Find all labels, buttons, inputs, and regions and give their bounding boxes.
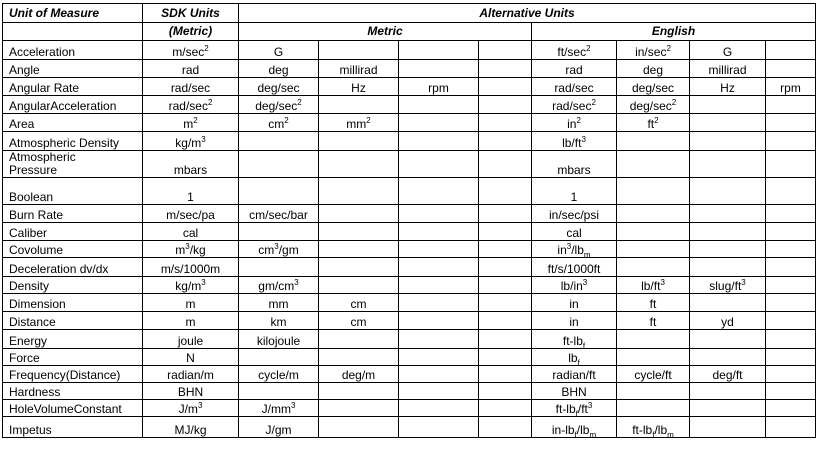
metric-unit-cell: rpm — [399, 78, 479, 96]
metric-unit-cell — [479, 383, 532, 400]
sdk-unit-cell: m/s/1000m — [143, 258, 239, 277]
metric-unit-cell — [399, 349, 479, 366]
metric-unit-cell: G — [239, 41, 319, 60]
sdk-unit-cell: $J/m^3$ — [143, 400, 239, 417]
metric-unit-cell — [319, 383, 399, 400]
metric-unit-cell: km — [239, 312, 319, 330]
english-unit-cell — [766, 277, 816, 294]
sdk-unit-cell: m/sec/pa — [143, 205, 239, 223]
table-row — [3, 114, 816, 132]
sdk-unit-cell: cal — [143, 223, 239, 241]
english-unit-cell — [617, 151, 690, 178]
metric-unit-cell — [399, 151, 479, 178]
english-unit-cell: $ft-lb_f$ — [532, 330, 617, 349]
sdk-unit-cell: $kg/m^3$ — [143, 277, 239, 294]
sdk-unit-cell: 1 — [143, 178, 239, 205]
metric-unit-cell: cm/sec/bar — [239, 205, 319, 223]
english-unit-cell — [617, 400, 690, 417]
metric-unit-cell — [479, 96, 532, 114]
unit-name-cell: Burn Rate — [3, 205, 143, 223]
english-unit-cell: millirad — [690, 60, 766, 78]
unit-name-cell: Covolume — [3, 241, 143, 258]
metric-header: Metric — [239, 23, 532, 41]
unit-name-cell: Energy — [3, 330, 143, 349]
english-unit-cell — [766, 417, 816, 438]
sdk-unit-cell: N — [143, 349, 239, 366]
metric-unit-cell — [239, 349, 319, 366]
metric-unit-cell — [319, 41, 399, 60]
english-unit-cell — [766, 132, 816, 151]
english-unit-cell — [766, 205, 816, 223]
metric-unit-cell — [239, 178, 319, 205]
metric-unit-cell — [479, 41, 532, 60]
english-unit-cell: in — [532, 294, 617, 312]
metric-unit-cell — [319, 258, 399, 277]
english-unit-cell — [690, 96, 766, 114]
metric-unit-cell — [479, 60, 532, 78]
english-unit-cell — [766, 349, 816, 366]
english-unit-cell: BHN — [532, 383, 617, 400]
table-row — [3, 78, 816, 96]
metric-unit-cell — [399, 96, 479, 114]
english-unit-cell — [617, 132, 690, 151]
english-unit-cell: $ft-lb_f/ft^3$ — [532, 400, 617, 417]
english-unit-cell: $in^3/lb_m$ — [532, 241, 617, 258]
header-blank — [3, 23, 143, 41]
english-unit-cell: $ft-lb_f/lb_m$ — [617, 417, 690, 438]
metric-unit-cell — [479, 205, 532, 223]
english-unit-cell — [690, 330, 766, 349]
table-row — [3, 223, 816, 241]
sdk-unit-cell: BHN — [143, 383, 239, 400]
english-unit-cell: $in-lb_f/lb_m$ — [532, 417, 617, 438]
metric-unit-cell — [399, 294, 479, 312]
unit-name-cell: HoleVolumeConstant — [3, 400, 143, 417]
english-unit-cell: cal — [532, 223, 617, 241]
english-unit-cell: yd — [690, 312, 766, 330]
sdk-unit-cell: $m^3/kg$ — [143, 241, 239, 258]
unit-name-cell: Area — [3, 114, 143, 132]
unit-name-cell: Density — [3, 277, 143, 294]
english-unit-cell — [766, 41, 816, 60]
metric-unit-cell — [319, 132, 399, 151]
table-row — [3, 178, 816, 205]
table-row — [3, 366, 816, 383]
sdk-unit-cell: m — [143, 294, 239, 312]
metric-unit-cell — [479, 223, 532, 241]
metric-unit-cell: $J/mm^3$ — [239, 400, 319, 417]
unit-name-cell: Caliber — [3, 223, 143, 241]
sdk-units-metric-subheader: (Metric) — [143, 23, 239, 41]
english-unit-cell — [617, 178, 690, 205]
metric-unit-cell: Hz — [319, 78, 399, 96]
table-row — [3, 258, 816, 277]
english-unit-cell: 1 — [532, 178, 617, 205]
english-unit-cell: ft/s/1000ft — [532, 258, 617, 277]
unit-name-cell: Impetus — [3, 417, 143, 438]
english-unit-cell — [690, 294, 766, 312]
english-unit-cell: ft — [617, 312, 690, 330]
metric-unit-cell — [399, 312, 479, 330]
units-table — [2, 3, 816, 438]
metric-unit-cell — [399, 60, 479, 78]
english-unit-cell — [690, 178, 766, 205]
metric-unit-cell — [479, 151, 532, 178]
sdk-unit-cell: $m/\sec^2$ — [143, 41, 239, 60]
table-row — [3, 312, 816, 330]
unit-name-cell: Deceleration dv/dx — [3, 258, 143, 277]
english-unit-cell: rad/sec — [532, 78, 617, 96]
english-unit-cell: $lb/ft^3$ — [617, 277, 690, 294]
english-unit-cell: ft — [617, 294, 690, 312]
metric-unit-cell — [399, 383, 479, 400]
english-unit-cell: rad/$\sec^2$ — [532, 96, 617, 114]
table-row — [3, 96, 816, 114]
unit-name-cell: Frequency(Distance) — [3, 366, 143, 383]
metric-unit-cell — [479, 330, 532, 349]
table-row — [3, 383, 816, 400]
metric-unit-cell: J/gm — [239, 417, 319, 438]
metric-unit-cell — [399, 366, 479, 383]
metric-unit-cell — [399, 178, 479, 205]
english-unit-cell: $lb_f$ — [532, 349, 617, 366]
english-unit-cell — [766, 330, 816, 349]
english-unit-cell: radian/ft — [532, 366, 617, 383]
sdk-unit-cell: joule — [143, 330, 239, 349]
metric-unit-cell — [319, 178, 399, 205]
metric-unit-cell — [479, 312, 532, 330]
metric-unit-cell — [319, 277, 399, 294]
metric-unit-cell — [399, 114, 479, 132]
english-unit-cell: $lb/ft^3$ — [532, 132, 617, 151]
table-row — [3, 60, 816, 78]
metric-unit-cell — [479, 178, 532, 205]
unit-name-cell: AngularAcceleration — [3, 96, 143, 114]
metric-unit-cell — [479, 366, 532, 383]
metric-unit-cell — [399, 205, 479, 223]
metric-unit-cell: kilojoule — [239, 330, 319, 349]
metric-unit-cell — [479, 349, 532, 366]
english-unit-cell — [690, 241, 766, 258]
metric-unit-cell — [479, 132, 532, 151]
sdk-unit-cell: $m^2$ — [143, 114, 239, 132]
unit-name-cell: Distance — [3, 312, 143, 330]
english-unit-cell — [617, 330, 690, 349]
english-unit-cell — [617, 205, 690, 223]
metric-unit-cell: mm — [239, 294, 319, 312]
unit-name-cell: Atmospheric Pressure — [3, 151, 143, 178]
english-unit-cell — [766, 241, 816, 258]
table-row — [3, 294, 816, 312]
metric-unit-cell: $cm^3/gm$ — [239, 241, 319, 258]
english-unit-cell — [690, 258, 766, 277]
english-unit-cell — [766, 178, 816, 205]
table-row — [3, 241, 816, 258]
metric-unit-cell: cm — [319, 312, 399, 330]
sdk-unit-cell: $kg/m^3$ — [143, 132, 239, 151]
metric-unit-cell — [239, 151, 319, 178]
header-row-2 — [3, 23, 816, 41]
metric-unit-cell — [239, 258, 319, 277]
metric-unit-cell — [479, 400, 532, 417]
metric-unit-cell — [239, 223, 319, 241]
metric-unit-cell — [399, 241, 479, 258]
table-row — [3, 349, 816, 366]
metric-unit-cell — [399, 258, 479, 277]
table-row — [3, 277, 816, 294]
metric-unit-cell: cm — [319, 294, 399, 312]
english-unit-cell — [690, 114, 766, 132]
sdk-unit-cell: mbars — [143, 151, 239, 178]
metric-unit-cell — [319, 400, 399, 417]
english-unit-cell: Hz — [690, 78, 766, 96]
metric-unit-cell — [399, 417, 479, 438]
metric-unit-cell: deg — [239, 60, 319, 78]
metric-unit-cell: deg/$\sec^2$ — [239, 96, 319, 114]
english-unit-cell — [690, 349, 766, 366]
sdk-units-header: SDK Units — [143, 4, 239, 23]
table-row — [3, 205, 816, 223]
metric-unit-cell — [239, 383, 319, 400]
metric-unit-cell — [319, 241, 399, 258]
unit-of-measure-header: Unit of Measure — [3, 4, 143, 23]
english-header: English — [532, 23, 816, 41]
sdk-unit-cell: rad — [143, 60, 239, 78]
table-row — [3, 151, 816, 178]
english-unit-cell — [766, 383, 816, 400]
english-unit-cell — [766, 114, 816, 132]
english-unit-cell: mbars — [532, 151, 617, 178]
unit-name-cell: Force — [3, 349, 143, 366]
metric-unit-cell — [319, 330, 399, 349]
english-unit-cell: $in/\sec^2$ — [617, 41, 690, 60]
english-unit-cell — [617, 349, 690, 366]
english-unit-cell — [766, 258, 816, 277]
english-unit-cell: rpm — [766, 78, 816, 96]
unit-name-cell: Acceleration — [3, 41, 143, 60]
metric-unit-cell — [479, 78, 532, 96]
header-row-1 — [3, 4, 816, 23]
metric-unit-cell: $gm/cm^3$ — [239, 277, 319, 294]
english-unit-cell — [690, 383, 766, 400]
english-unit-cell — [690, 417, 766, 438]
sdk-unit-cell: radian/m — [143, 366, 239, 383]
english-unit-cell — [690, 223, 766, 241]
metric-unit-cell — [319, 151, 399, 178]
english-unit-cell: deg — [617, 60, 690, 78]
metric-unit-cell: deg/m — [319, 366, 399, 383]
metric-unit-cell — [479, 114, 532, 132]
english-unit-cell: in/sec/psi — [532, 205, 617, 223]
unit-name-cell: Boolean — [3, 178, 143, 205]
english-unit-cell — [766, 151, 816, 178]
metric-unit-cell — [399, 277, 479, 294]
alternative-units-header: Alternative Units — [239, 4, 816, 23]
table-row — [3, 417, 816, 438]
sdk-unit-cell: m — [143, 312, 239, 330]
english-unit-cell — [617, 258, 690, 277]
table-row — [3, 400, 816, 417]
english-unit-cell — [766, 312, 816, 330]
metric-unit-cell — [399, 400, 479, 417]
table-row — [3, 41, 816, 60]
unit-name-cell: Hardness — [3, 383, 143, 400]
english-unit-cell: $ft/\sec^2$ — [532, 41, 617, 60]
metric-unit-cell — [479, 241, 532, 258]
metric-unit-cell — [399, 330, 479, 349]
unit-name-cell: Angle — [3, 60, 143, 78]
english-unit-cell — [766, 60, 816, 78]
unit-name-cell: Atmospheric Density — [3, 132, 143, 151]
sdk-unit-cell: rad/$\sec^2$ — [143, 96, 239, 114]
metric-unit-cell — [319, 223, 399, 241]
metric-unit-cell — [319, 96, 399, 114]
english-unit-cell — [690, 132, 766, 151]
metric-unit-cell — [479, 294, 532, 312]
english-unit-cell: deg/sec — [617, 78, 690, 96]
english-unit-cell: $in^2$ — [532, 114, 617, 132]
english-unit-cell: deg/ft — [690, 366, 766, 383]
metric-unit-cell: $cm^2$ — [239, 114, 319, 132]
metric-unit-cell — [479, 258, 532, 277]
metric-unit-cell — [239, 132, 319, 151]
table-row — [3, 330, 816, 349]
english-unit-cell: G — [690, 41, 766, 60]
english-unit-cell — [690, 151, 766, 178]
english-unit-cell: in — [532, 312, 617, 330]
table-row — [3, 132, 816, 151]
metric-unit-cell — [479, 417, 532, 438]
sdk-unit-cell: MJ/kg — [143, 417, 239, 438]
metric-unit-cell: cycle/m — [239, 366, 319, 383]
english-unit-cell: rad — [532, 60, 617, 78]
english-unit-cell — [766, 223, 816, 241]
english-unit-cell — [690, 400, 766, 417]
sdk-unit-cell: rad/sec — [143, 78, 239, 96]
metric-unit-cell: deg/sec — [239, 78, 319, 96]
english-unit-cell: $lb/in^3$ — [532, 277, 617, 294]
english-unit-cell — [617, 383, 690, 400]
metric-unit-cell — [479, 277, 532, 294]
english-unit-cell — [766, 96, 816, 114]
english-unit-cell: deg/$\sec^2$ — [617, 96, 690, 114]
unit-name-cell: Dimension — [3, 294, 143, 312]
unit-name-cell: Angular Rate — [3, 78, 143, 96]
metric-unit-cell — [319, 417, 399, 438]
english-unit-cell — [766, 294, 816, 312]
metric-unit-cell: $mm^2$ — [319, 114, 399, 132]
metric-unit-cell: millirad — [319, 60, 399, 78]
english-unit-cell — [617, 223, 690, 241]
english-unit-cell — [617, 241, 690, 258]
metric-unit-cell — [399, 41, 479, 60]
metric-unit-cell — [399, 223, 479, 241]
english-unit-cell: slug/$ft^3$ — [690, 277, 766, 294]
metric-unit-cell — [319, 205, 399, 223]
english-unit-cell — [766, 400, 816, 417]
english-unit-cell — [690, 205, 766, 223]
metric-unit-cell — [399, 132, 479, 151]
english-unit-cell: cycle/ft — [617, 366, 690, 383]
metric-unit-cell — [319, 349, 399, 366]
english-unit-cell — [766, 366, 816, 383]
english-unit-cell: $ft^2$ — [617, 114, 690, 132]
